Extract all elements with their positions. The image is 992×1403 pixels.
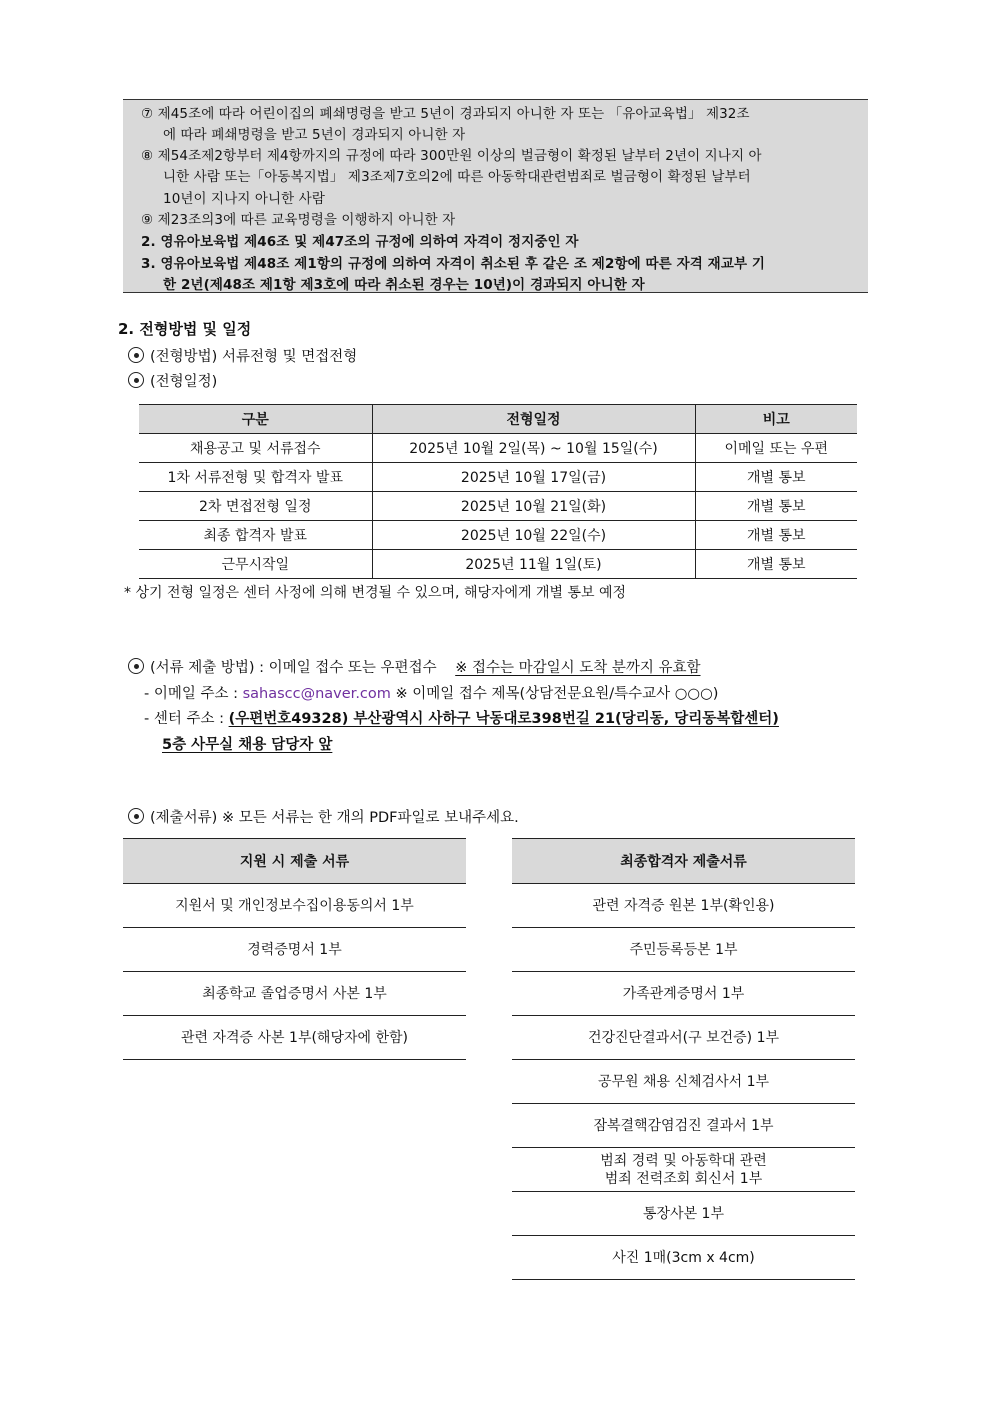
schedule-row [139, 521, 857, 550]
documents-label-text: (제출서류) ※ 모든 서류는 한 개의 PDF파일로 보내주세요. [150, 810, 519, 826]
schedule-cell: 근무시작일 [139, 550, 372, 579]
schedule-cell: 이메일 또는 우편 [695, 434, 857, 463]
schedule-header-cell: 전형일정 [372, 405, 695, 434]
submission-notice: ※ 접수는 마감일시 도착 분까지 유효함 [455, 660, 701, 676]
schedule-cell: 1차 서류전형 및 합격자 발표 [139, 463, 372, 492]
applicant-documents-header: 지원 시 제출 서류 [123, 838, 466, 884]
schedule-header-cell: 비고 [695, 405, 857, 434]
disqualification-line: 한 2년(제48조 제1항 제3호에 따라 취소된 경우는 10년)이 경과되지 아니한 자 [163, 277, 645, 293]
selection-schedule-label [128, 370, 217, 391]
address-text: (우편번호49328) 부산광역시 사하구 낙동대로398번길 21(당리동, 당리동복합센터) [228, 711, 779, 727]
final-documents-header: 최종합격자 제출서류 [512, 838, 855, 884]
section-title: 2. 전형방법 및 일정 [118, 320, 252, 338]
document-item: 경력증명서 1부 [123, 928, 466, 972]
bullet-circle-icon [128, 372, 144, 388]
disqualification-box [123, 99, 868, 293]
email-subject: ※ 이메일 접수 제목(상담전문요원/특수교사 ○○○) [390, 686, 719, 702]
address-prefix: - 센터 주소 : [144, 711, 229, 727]
disqualification-line: 10년이 지나지 아니한 사람 [163, 191, 325, 207]
schedule-label-text: (전형일정) [150, 374, 218, 390]
submission-method [128, 656, 701, 677]
schedule-table [139, 404, 857, 579]
disqualification-line: 2. 영유아보육법 제46조 및 제47조의 규정에 의하여 자격이 정지중인 자 [141, 234, 579, 250]
email-prefix: - 이메일 주소 : [144, 686, 243, 702]
schedule-cell: 개별 통보 [695, 521, 857, 550]
document-item: 사진 1매(3cm x 4cm) [512, 1236, 855, 1280]
documents-label [128, 806, 519, 827]
schedule-header-row [139, 405, 857, 434]
document-item: 가족관계증명서 1부 [512, 972, 855, 1016]
submission-method-text: (서류 제출 방법) : 이메일 접수 또는 우편접수 [150, 660, 437, 676]
disqualification-line: ⑧ 제54조제2항부터 제4항까지의 규정에 따라 300만원 이상의 벌금형이 확정된 날부터 2년이 지나지 아 [141, 148, 762, 164]
disqualification-line: ⑦ 제45조에 따라 어린이집의 폐쇄명령을 받고 5년이 경과되지 아니한 자 또는 「유아교육법」 제32조 [141, 106, 750, 122]
address-text-2: 5층 사무실 채용 담당자 앞 [162, 737, 333, 753]
schedule-cell: 2025년 10월 2일(목) ~ 10월 15일(수) [372, 434, 695, 463]
schedule-row [139, 434, 857, 463]
disqualification-line: 에 따라 폐쇄명령을 받고 5년이 경과되지 아니한 자 [163, 127, 466, 143]
disqualification-line: 니한 사람 또는「아동복지법」 제3조제7호의2에 따른 아동학대관련범죄로 벌금형이 확정된 날부터 [163, 169, 751, 185]
schedule-cell: 2차 면접전형 일정 [139, 492, 372, 521]
selection-method [128, 345, 357, 366]
document-item: 공무원 채용 신체검사서 1부 [512, 1060, 855, 1104]
address-line [144, 707, 779, 728]
email-line [144, 682, 718, 703]
schedule-cell: 2025년 10월 21일(화) [372, 492, 695, 521]
schedule-cell: 채용공고 및 서류접수 [139, 434, 372, 463]
schedule-cell: 2025년 10월 22일(수) [372, 521, 695, 550]
email-link[interactable]: sahascc@naver.com [242, 686, 391, 702]
schedule-cell: 개별 통보 [695, 492, 857, 521]
schedule-note: * 상기 전형 일정은 센터 사정에 의해 변경될 수 있으며, 해당자에게 개별 통보 예정 [124, 585, 627, 601]
document-item: 지원서 및 개인정보수집이용동의서 1부 [123, 884, 466, 928]
final-documents [512, 838, 855, 1280]
schedule-row [139, 492, 857, 521]
schedule-cell: 개별 통보 [695, 550, 857, 579]
document-item: 잠복결핵감염검진 결과서 1부 [512, 1104, 855, 1148]
schedule-row [139, 463, 857, 492]
schedule-cell: 2025년 11월 1일(토) [372, 550, 695, 579]
bullet-circle-icon [128, 808, 144, 824]
applicant-documents [123, 838, 466, 1060]
document-item: 범죄 경력 및 아동학대 관련 범죄 전력조회 회신서 1부 [512, 1148, 855, 1192]
schedule-cell: 2025년 10월 17일(금) [372, 463, 695, 492]
selection-method-text: (전형방법) 서류전형 및 면접전형 [150, 349, 358, 365]
document-item: 건강진단결과서(구 보건증) 1부 [512, 1016, 855, 1060]
schedule-cell: 최종 합격자 발표 [139, 521, 372, 550]
bullet-circle-icon [128, 658, 144, 674]
bullet-circle-icon [128, 347, 144, 363]
schedule-header-cell: 구분 [139, 405, 372, 434]
schedule-row [139, 550, 857, 579]
document-item: 관련 자격증 원본 1부(확인용) [512, 884, 855, 928]
disqualification-line: 3. 영유아보육법 제48조 제1항의 규정에 의하여 자격이 취소된 후 같은 조 제2항에 따른 자격 재교부 기 [141, 256, 766, 272]
document-item: 관련 자격증 사본 1부(해당자에 한함) [123, 1016, 466, 1060]
schedule-cell: 개별 통보 [695, 463, 857, 492]
document-item: 주민등록등본 1부 [512, 928, 855, 972]
disqualification-line: ⑨ 제23조의3에 따른 교육명령을 이행하지 아니한 자 [141, 212, 456, 228]
document-item: 최종학교 졸업증명서 사본 1부 [123, 972, 466, 1016]
document-item: 통장사본 1부 [512, 1192, 855, 1236]
